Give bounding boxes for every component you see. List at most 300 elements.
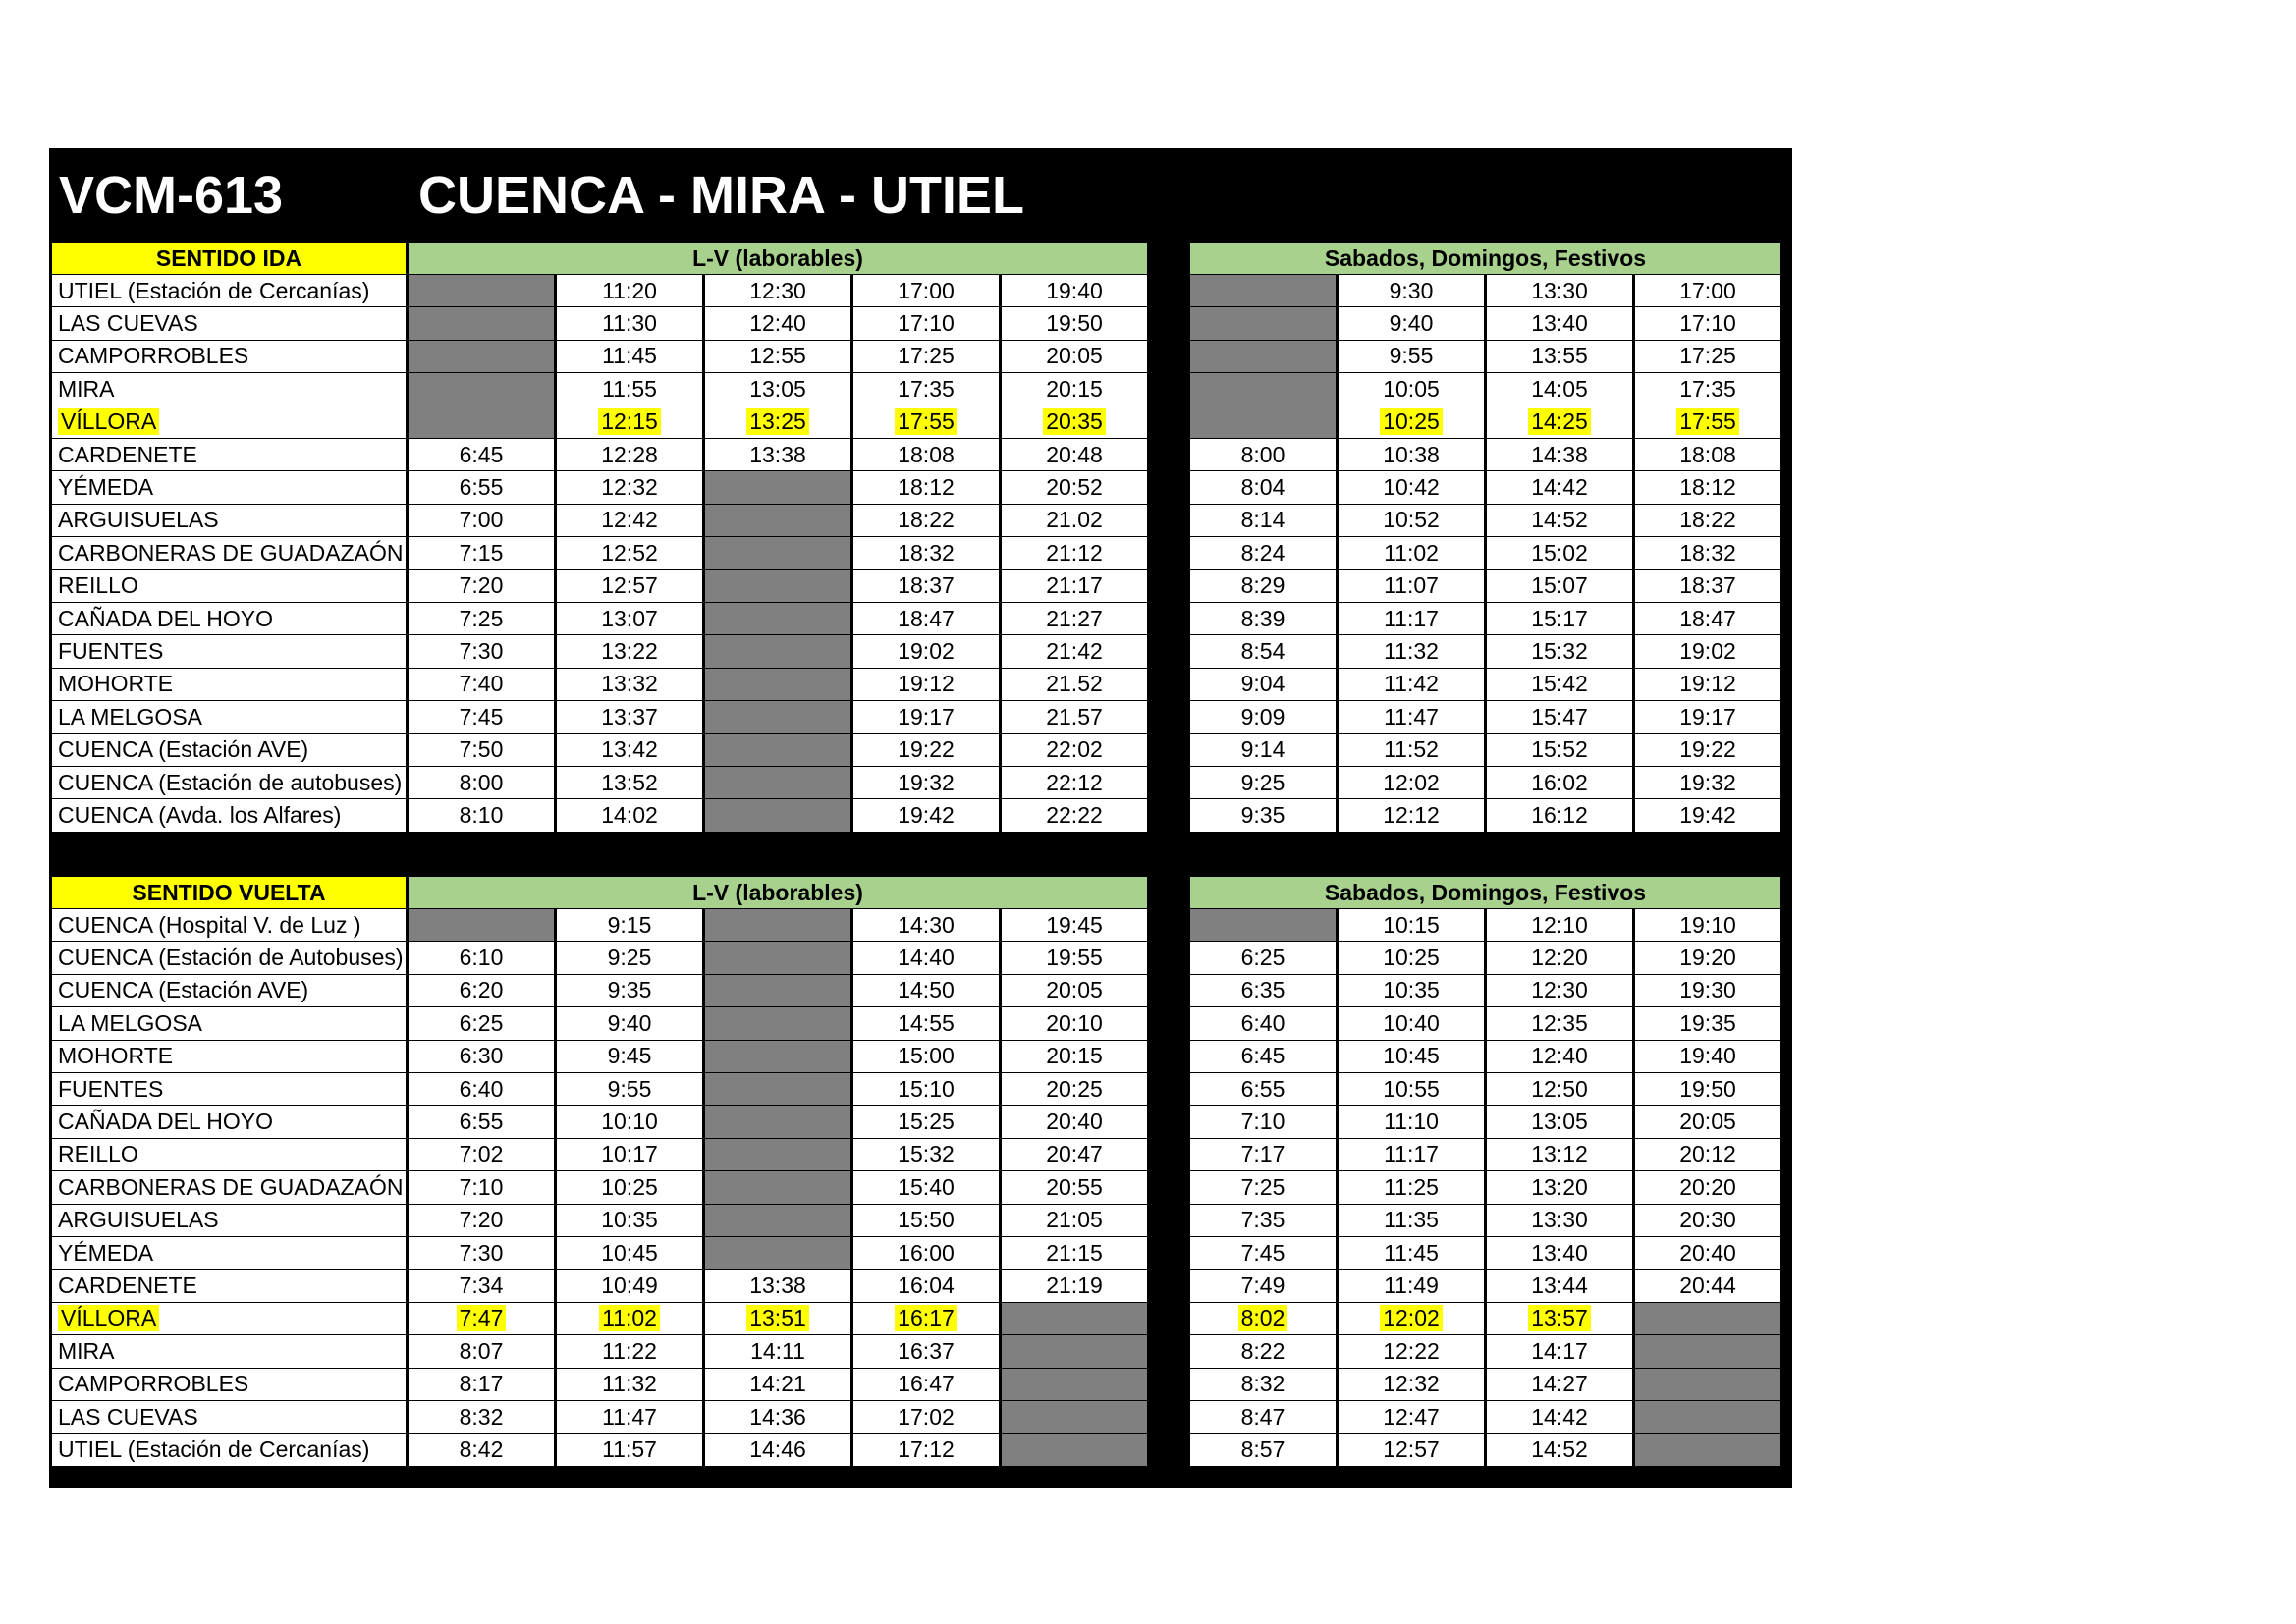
departure-time (1002, 701, 1147, 732)
departure-time-text: 19:22 (898, 736, 955, 763)
departure-time (557, 701, 702, 732)
departure-time-text: 17:25 (898, 343, 955, 369)
table-row (49, 942, 1792, 973)
departure-time-text: 12:30 (1531, 977, 1588, 1003)
departure-time (1635, 373, 1780, 405)
departure-time (1190, 505, 1336, 536)
departure-time-text: 19:20 (1679, 945, 1736, 971)
departure-time-text: 14:52 (1531, 507, 1588, 533)
departure-time (1002, 1073, 1147, 1105)
departure-time (1339, 701, 1484, 732)
departure-time-text: 7:45 (459, 703, 504, 730)
departure-time-text: 16:17 (895, 1305, 957, 1331)
departure-time (853, 603, 999, 634)
departure-time-text: 14:27 (1531, 1371, 1588, 1397)
departure-time-text: 19:40 (1046, 277, 1103, 303)
no-service-cell (705, 537, 850, 568)
departure-time (1002, 1139, 1147, 1170)
departure-time (409, 1139, 554, 1170)
departure-time-text: 13:55 (1531, 343, 1588, 369)
departure-time (1339, 734, 1484, 766)
departure-time (557, 669, 702, 700)
table-row (49, 1106, 1792, 1137)
departure-time-text: 9:40 (607, 1009, 652, 1036)
departure-time-text: 14:46 (749, 1436, 806, 1463)
departure-time (1002, 471, 1147, 503)
departure-time (1635, 341, 1780, 372)
table-row (49, 1171, 1792, 1203)
departure-time (409, 975, 554, 1006)
departure-time-text: 18:37 (1679, 572, 1736, 599)
departure-time-text: 11:47 (602, 1403, 657, 1430)
departure-time (853, 1041, 999, 1072)
departure-time-text: 18:08 (1679, 441, 1736, 467)
departure-time (1002, 307, 1147, 339)
departure-time (1190, 1335, 1336, 1367)
departure-time (557, 341, 702, 372)
departure-time (853, 942, 999, 973)
departure-time-text: 9:55 (1389, 343, 1434, 369)
departure-time (1487, 669, 1632, 700)
departure-time (1002, 537, 1147, 568)
departure-time-text: 21:17 (1046, 572, 1103, 599)
departure-time-text: 8:57 (1240, 1436, 1285, 1463)
departure-time (1487, 1270, 1632, 1301)
departure-time (1487, 373, 1632, 405)
departure-time-text: 12:50 (1531, 1075, 1588, 1102)
departure-time-text: 10:40 (1383, 1009, 1440, 1036)
departure-time (705, 275, 850, 306)
departure-time-text: 15:10 (898, 1075, 955, 1102)
departure-time-text: 7:47 (457, 1305, 507, 1331)
departure-time (1190, 701, 1336, 732)
departure-time-text: 17:55 (1676, 408, 1739, 435)
weekday-header-text: L-V (laborables) (692, 244, 863, 271)
no-service-cell (1190, 406, 1336, 438)
departure-time (705, 1303, 850, 1334)
departure-time-text: 21:19 (1046, 1272, 1103, 1299)
departure-time (1190, 975, 1336, 1006)
departure-time-text: 13:51 (746, 1305, 809, 1331)
departure-time-text: 22:12 (1046, 769, 1103, 795)
departure-time-text: 14:17 (1531, 1337, 1588, 1364)
stop-name (52, 942, 406, 973)
departure-time-text: 6:25 (1240, 945, 1285, 971)
departure-time-text: 9:55 (607, 1075, 652, 1102)
departure-time (1002, 635, 1147, 667)
departure-time-text: 21.57 (1046, 703, 1103, 730)
table-row (49, 1401, 1792, 1433)
no-service-cell (705, 635, 850, 667)
departure-time (1339, 1073, 1484, 1105)
departure-time (1002, 1171, 1147, 1203)
departure-time-text: 10:25 (1383, 945, 1440, 971)
departure-time-text: 14:55 (898, 1009, 955, 1036)
stop-name (52, 341, 406, 372)
no-service-cell (705, 701, 850, 732)
departure-time-text: 14:02 (601, 802, 658, 829)
stop-name (52, 1041, 406, 1072)
departure-time-text: 8:00 (459, 769, 504, 795)
departure-time (409, 942, 554, 973)
departure-time-text: 6:30 (459, 1043, 504, 1069)
no-service-cell (705, 734, 850, 766)
departure-time (853, 1205, 999, 1236)
departure-time (853, 1237, 999, 1269)
departure-time-text: 10:49 (601, 1272, 658, 1299)
departure-time-text: 8:42 (459, 1436, 504, 1463)
departure-time (557, 909, 702, 941)
departure-time-text: 20:05 (1046, 977, 1103, 1003)
departure-time (1002, 341, 1147, 372)
departure-time-text: 13:12 (1531, 1141, 1588, 1167)
table-row (49, 975, 1792, 1006)
departure-time (1339, 373, 1484, 405)
weekday-header (409, 877, 1147, 908)
stop-name (52, 669, 406, 700)
stop-name (52, 471, 406, 503)
no-service-cell (1002, 1303, 1147, 1334)
stop-name (52, 1171, 406, 1203)
departure-time (853, 1106, 999, 1137)
departure-time (1635, 734, 1780, 766)
departure-time-text: 7:17 (1240, 1141, 1285, 1167)
departure-time (1487, 1237, 1632, 1269)
stop-name-text: MIRA (58, 1337, 115, 1364)
stop-name-text: VÍLLORA (58, 408, 159, 435)
stop-name-text: LA MELGOSA (58, 703, 203, 730)
departure-time (1635, 799, 1780, 831)
no-service-cell (705, 570, 850, 602)
departure-time-text: 20:44 (1679, 1272, 1736, 1299)
departure-time (1002, 406, 1147, 438)
departure-time-text: 8:04 (1240, 474, 1285, 501)
departure-time-text: 11:42 (1384, 671, 1439, 697)
departure-time-text: 17:35 (1679, 375, 1736, 402)
departure-time-text: 9:30 (1389, 277, 1434, 303)
stop-name-text: REILLO (58, 1141, 138, 1167)
departure-time (557, 799, 702, 831)
no-service-cell (1190, 909, 1336, 941)
departure-time-text: 12:12 (1383, 802, 1440, 829)
stop-name-text: YÉMEDA (58, 1239, 154, 1266)
departure-time-text: 16:04 (898, 1272, 955, 1299)
no-service-cell (705, 1237, 850, 1269)
departure-time (853, 537, 999, 568)
departure-time (1002, 1007, 1147, 1039)
departure-time (1339, 341, 1484, 372)
departure-time-text: 7:30 (459, 638, 504, 665)
departure-time (1339, 1041, 1484, 1072)
departure-time (1190, 1401, 1336, 1433)
departure-time-text: 12:32 (601, 474, 658, 501)
departure-time-text: 7:02 (459, 1141, 504, 1167)
table-row (49, 1434, 1792, 1465)
departure-time (1339, 975, 1484, 1006)
departure-time (409, 1303, 554, 1334)
departure-time-text: 7:35 (1240, 1207, 1285, 1233)
departure-time (853, 975, 999, 1006)
departure-time (1339, 942, 1484, 973)
departure-time-text: 12:57 (601, 572, 658, 599)
section-header (49, 243, 1792, 274)
departure-time-text: 21:15 (1046, 1239, 1103, 1266)
departure-time-text: 15:50 (898, 1207, 955, 1233)
departure-time (1002, 1106, 1147, 1137)
stop-name-text: ARGUISUELAS (58, 507, 219, 533)
departure-time (853, 1335, 999, 1367)
departure-time-text: 8:02 (1238, 1305, 1288, 1331)
departure-time (1635, 942, 1780, 973)
departure-time-text: 7:50 (459, 736, 504, 763)
departure-time (557, 1205, 702, 1236)
departure-time-text: 7:20 (459, 572, 504, 599)
departure-time (1635, 1007, 1780, 1039)
departure-time (409, 1237, 554, 1269)
no-service-cell (409, 275, 554, 306)
departure-time-text: 6:55 (1240, 1075, 1285, 1102)
no-service-cell (409, 307, 554, 339)
departure-time (1487, 471, 1632, 503)
departure-time (1487, 1401, 1632, 1433)
no-service-cell (1635, 1335, 1780, 1367)
departure-time (1339, 603, 1484, 634)
departure-time-text: 22:02 (1046, 736, 1103, 763)
departure-time (1339, 1007, 1484, 1039)
departure-time (1002, 669, 1147, 700)
weekend-header (1190, 877, 1780, 908)
departure-time-text: 12:40 (1531, 1043, 1588, 1069)
departure-time (853, 909, 999, 941)
departure-time-text: 14:25 (1528, 408, 1591, 435)
departure-time (1487, 537, 1632, 568)
departure-time (1635, 669, 1780, 700)
departure-time-text: 6:55 (459, 474, 504, 501)
table-row (49, 1369, 1792, 1400)
departure-time-text: 12:10 (1531, 911, 1588, 938)
departure-time-text: 6:45 (459, 441, 504, 467)
stop-name (52, 1270, 406, 1301)
departure-time-text: 15:07 (1531, 572, 1588, 599)
departure-time (557, 439, 702, 470)
departure-time (1190, 603, 1336, 634)
departure-time-text: 20:05 (1679, 1109, 1736, 1135)
no-service-cell (705, 505, 850, 536)
departure-time-text: 18:37 (898, 572, 955, 599)
departure-time-text: 8:39 (1240, 605, 1285, 631)
departure-time-text: 19:30 (1679, 977, 1736, 1003)
departure-time-text: 6:20 (459, 977, 504, 1003)
no-service-cell (1190, 373, 1336, 405)
no-service-cell (1190, 275, 1336, 306)
departure-time (1190, 1205, 1336, 1236)
departure-time-text: 18:12 (898, 474, 955, 501)
departure-time-text: 20:35 (1043, 408, 1106, 435)
stop-name-text: FUENTES (58, 638, 164, 665)
stop-name-text: CUENCA (Hospital V. de Luz ) (58, 911, 361, 938)
departure-time (853, 767, 999, 798)
stop-name (52, 275, 406, 306)
departure-time-text: 20:52 (1046, 474, 1103, 501)
departure-time-text: 14:42 (1531, 1403, 1588, 1430)
departure-time (1339, 635, 1484, 667)
departure-time (557, 1434, 702, 1465)
departure-time (1339, 1270, 1484, 1301)
departure-time-text: 11:25 (1384, 1173, 1439, 1200)
departure-time (705, 439, 850, 470)
stop-name (52, 1303, 406, 1334)
departure-time (409, 701, 554, 732)
stop-name (52, 1205, 406, 1236)
departure-time-text: 14:11 (750, 1337, 805, 1364)
departure-time-text: 21:27 (1046, 605, 1103, 631)
departure-time (1190, 1139, 1336, 1170)
departure-time-text: 9:25 (607, 945, 652, 971)
departure-time-text: 17:55 (895, 408, 957, 435)
departure-time-text: 16:47 (898, 1371, 955, 1397)
departure-time-text: 15:17 (1531, 605, 1588, 631)
departure-time (1339, 1303, 1484, 1334)
departure-time (557, 1303, 702, 1334)
departure-time-text: 13:05 (1531, 1109, 1588, 1135)
departure-time (1487, 701, 1632, 732)
stop-name-text: LAS CUEVAS (58, 310, 198, 337)
departure-time (853, 1270, 999, 1301)
departure-time-text: 19:42 (1679, 802, 1736, 829)
departure-time (1190, 1270, 1336, 1301)
departure-time-text: 21.02 (1046, 507, 1103, 533)
departure-time-text: 11:22 (602, 1337, 657, 1364)
stop-name (52, 1007, 406, 1039)
direction-label-text: SENTIDO VUELTA (132, 879, 326, 905)
departure-time-text: 13:52 (601, 769, 658, 795)
stop-name-text: CUENCA (Estación de autobuses) (58, 769, 403, 795)
departure-time (1190, 942, 1336, 973)
departure-time (1487, 799, 1632, 831)
departure-time (409, 799, 554, 831)
departure-time (1190, 570, 1336, 602)
stop-name-text: CUENCA (Estación AVE) (58, 977, 309, 1003)
departure-time (1635, 1073, 1780, 1105)
stop-name-text: CAMPORROBLES (58, 343, 249, 369)
departure-time (1635, 909, 1780, 941)
departure-time (1339, 505, 1484, 536)
departure-time (1339, 1335, 1484, 1367)
departure-time (1487, 439, 1632, 470)
departure-time-text: 12:35 (1531, 1009, 1588, 1036)
stop-name-text: CUENCA (Estación AVE) (58, 736, 309, 763)
stop-name (52, 570, 406, 602)
departure-time (409, 505, 554, 536)
table-row (49, 767, 1792, 798)
departure-time (853, 406, 999, 438)
departure-time-text: 20:12 (1679, 1141, 1736, 1167)
departure-time-text: 6:40 (459, 1075, 504, 1102)
departure-time (557, 975, 702, 1006)
departure-time (1190, 1007, 1336, 1039)
no-service-cell (705, 975, 850, 1006)
stop-name (52, 799, 406, 831)
departure-time (1635, 1041, 1780, 1072)
departure-time-text: 13:38 (749, 1272, 806, 1299)
departure-time (1339, 1139, 1484, 1170)
stop-name-text: LAS CUEVAS (58, 1403, 198, 1430)
departure-time (1002, 570, 1147, 602)
departure-time (1487, 1171, 1632, 1203)
departure-time-text: 12:02 (1380, 1305, 1443, 1331)
departure-time-text: 17:12 (898, 1436, 955, 1463)
departure-time-text: 6:10 (459, 945, 504, 971)
no-service-cell (1635, 1401, 1780, 1433)
departure-time-text: 20:15 (1046, 375, 1103, 402)
table-row (49, 406, 1792, 438)
departure-time-text: 19:12 (1679, 671, 1736, 697)
no-service-cell (1002, 1335, 1147, 1367)
departure-time (1635, 406, 1780, 438)
stop-name (52, 406, 406, 438)
table-row (49, 1041, 1792, 1072)
departure-time (1190, 439, 1336, 470)
departure-time (1635, 275, 1780, 306)
no-service-cell (1635, 1303, 1780, 1334)
stop-name-text: MOHORTE (58, 671, 174, 697)
departure-time-text: 7:25 (1240, 1173, 1285, 1200)
departure-time (853, 373, 999, 405)
stop-name-text: CUENCA (Estación de Autobuses) (58, 945, 404, 971)
departure-time-text: 14:40 (898, 945, 955, 971)
departure-time (705, 373, 850, 405)
departure-time-text: 11:57 (602, 1436, 657, 1463)
departure-time (1002, 1205, 1147, 1236)
departure-time (1339, 1237, 1484, 1269)
departure-time-text: 11:02 (599, 1305, 660, 1331)
departure-time (853, 439, 999, 470)
stop-name (52, 767, 406, 798)
no-service-cell (705, 1106, 850, 1137)
departure-time-text: 20:48 (1046, 441, 1103, 467)
departure-time-text: 15:47 (1531, 703, 1588, 730)
departure-time (1635, 975, 1780, 1006)
departure-time (705, 1401, 850, 1433)
departure-time (853, 570, 999, 602)
departure-time-text: 14:05 (1531, 375, 1588, 402)
departure-time-text: 13:05 (749, 375, 806, 402)
departure-time-text: 7:10 (459, 1173, 504, 1200)
departure-time-text: 16:00 (898, 1239, 955, 1266)
departure-time-text: 21:05 (1046, 1207, 1103, 1233)
table-row (49, 537, 1792, 568)
departure-time (1635, 1139, 1780, 1170)
departure-time (557, 471, 702, 503)
departure-time (853, 1007, 999, 1039)
route-code: VCM-613 (59, 166, 284, 225)
stop-name (52, 439, 406, 470)
departure-time-text: 16:37 (898, 1337, 955, 1364)
departure-time (409, 635, 554, 667)
departure-time-text: 11:45 (1384, 1239, 1439, 1266)
departure-time (557, 275, 702, 306)
no-service-cell (705, 669, 850, 700)
departure-time-text: 18:12 (1679, 474, 1736, 501)
no-service-cell (705, 767, 850, 798)
direction-label (52, 243, 406, 274)
departure-time (1487, 341, 1632, 372)
no-service-cell (409, 341, 554, 372)
departure-time (1002, 603, 1147, 634)
departure-time-text: 8:32 (459, 1403, 504, 1430)
stop-name (52, 537, 406, 568)
departure-time-text: 8:10 (459, 802, 504, 829)
